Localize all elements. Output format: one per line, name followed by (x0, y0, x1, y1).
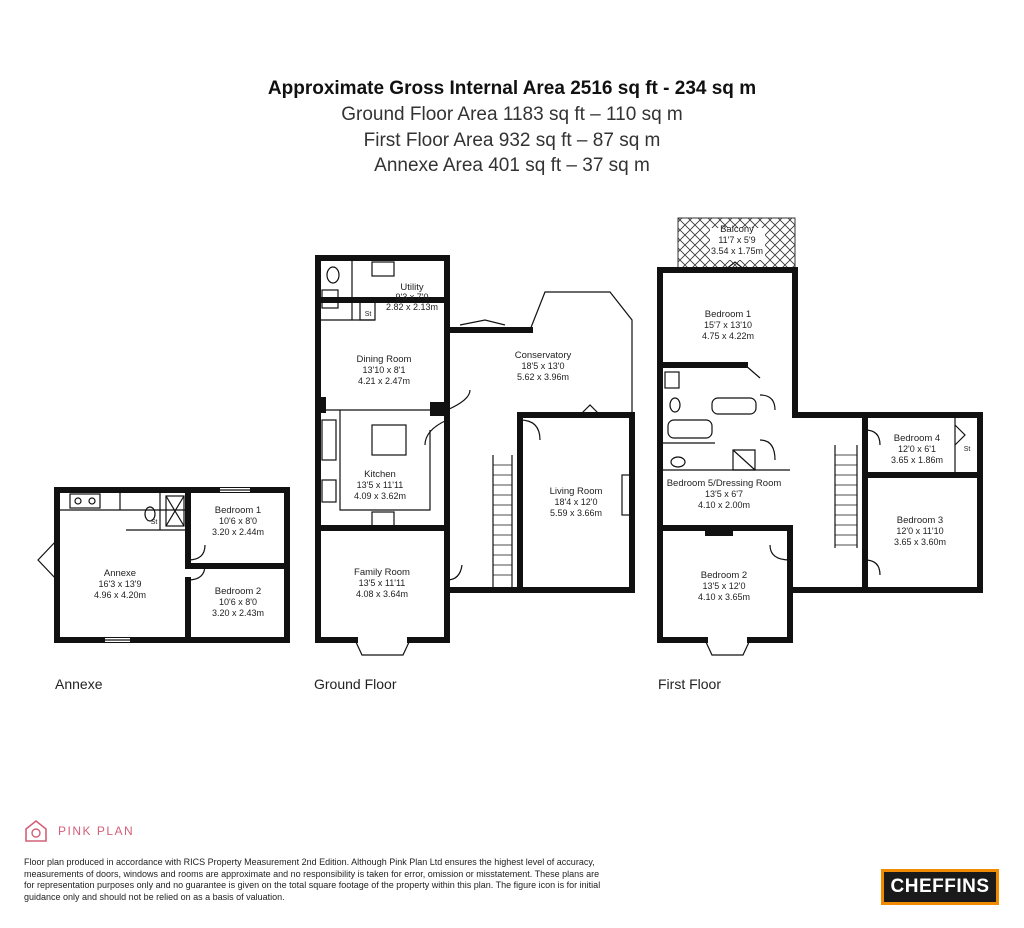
room-name: Dining Room (356, 354, 412, 365)
room-metric: 3.54 x 1.75m (710, 246, 764, 256)
room-metric: 4.21 x 2.47m (357, 376, 411, 386)
room-name: Bedroom 2 (700, 570, 748, 581)
room-bedroom-5 (667, 478, 782, 510)
room-living (550, 486, 603, 518)
room-kitchen (354, 469, 406, 501)
room-metric: 3.20 x 2.44m (211, 527, 265, 537)
annexe-label: Annexe (55, 676, 103, 692)
agent-logo: CHEFFINS (881, 869, 999, 905)
first-floor-label: First Floor (658, 676, 721, 692)
room-name: Balcony (720, 224, 754, 235)
room-imperial: 15'7 x 13'10 (704, 320, 752, 330)
room-name: Bedroom 2 (214, 586, 262, 597)
room-metric: 3.65 x 3.60m (893, 537, 947, 547)
store-label: St (364, 311, 372, 318)
gross-area-title: Approximate Gross Internal Area 2516 sq ft - 234 sq m (267, 78, 757, 99)
room-imperial: 10'6 x 8'0 (219, 516, 257, 526)
room-imperial: 13'5 x 11'11 (356, 480, 404, 490)
room-name: Annexe (103, 568, 137, 579)
room-metric: 2.82 x 2.13m (385, 302, 439, 312)
room-metric: 3.20 x 2.43m (211, 608, 265, 618)
room-metric: 4.08 x 3.64m (355, 589, 409, 599)
room-metric: 4.75 x 4.22m (701, 331, 755, 341)
pink-plan-logo (24, 818, 134, 844)
ground-floor-area: Ground Floor Area 1183 sq ft – 110 sq m (341, 104, 683, 125)
room-metric: 5.59 x 3.66m (549, 508, 603, 518)
room-imperial: 13'10 x 8'1 (362, 365, 406, 375)
room-imperial: 18'5 x 13'0 (521, 361, 565, 371)
room-name: Family Room (354, 567, 410, 578)
store-label: St (963, 446, 971, 453)
room-imperial: 12'0 x 11'10 (896, 526, 944, 536)
room-imperial: 13'5 x 12'0 (702, 581, 746, 591)
room-name: Kitchen (364, 469, 396, 480)
room-family (354, 567, 410, 599)
room-metric: 4.10 x 3.65m (697, 592, 751, 602)
room-imperial: 13'5 x 11'11 (358, 578, 406, 588)
room-name: Bedroom 3 (896, 515, 944, 526)
store-label: St (150, 519, 158, 526)
first-floor-area: First Floor Area 932 sq ft – 87 sq m (363, 130, 661, 151)
room-metric: 4.09 x 3.62m (353, 491, 407, 501)
room-annexe-main (94, 568, 146, 600)
room-annexe-bedroom-2 (212, 586, 264, 618)
house-icon (24, 818, 48, 844)
room-imperial: 10'6 x 8'0 (219, 597, 257, 607)
room-annexe-bedroom-1 (212, 505, 264, 537)
room-name: Bedroom 5/Dressing Room (666, 478, 782, 489)
room-imperial: 9'3 x 7'0 (395, 292, 429, 302)
room-bedroom-2 (698, 570, 750, 602)
room-dining (357, 354, 412, 386)
room-metric: 4.96 x 4.20m (93, 590, 147, 600)
room-name: Living Room (549, 486, 603, 497)
room-name: Bedroom 1 (704, 309, 752, 320)
room-name: Bedroom 4 (893, 433, 941, 444)
room-imperial: 13'5 x 6'7 (705, 489, 743, 499)
room-imperial: 11'7 x 5'9 (718, 235, 756, 245)
room-bedroom-4 (891, 433, 943, 465)
room-metric: 3.65 x 1.86m (890, 455, 944, 465)
room-conservatory (515, 350, 572, 382)
room-imperial: 12'0 x 6'1 (898, 444, 936, 454)
ground-floor-label: Ground Floor (314, 676, 397, 692)
room-name: Bedroom 1 (214, 505, 262, 516)
room-bedroom-1 (702, 309, 754, 341)
disclaimer: Floor plan produced in accordance with RICS Property Measurement 2nd Edition. Although Pink Plan Ltd ensures the highest level of accuracy, measurements of doors, windows and rooms are approximate and no responsibility is taken for error, omission or misstatement. These plans are for representation purposes only and no guarantee is given on the total square footage of the property within this plan. The figure icon is for initial guidance only and should not be relied on as a basis of valuation. (24, 857, 601, 902)
room-imperial: 18'4 x 12'0 (554, 497, 598, 507)
room-bedroom-3 (894, 515, 946, 547)
room-name: Conservatory (514, 350, 572, 361)
room-name: Utility (400, 282, 424, 293)
brand-name: PINK PLAN (58, 824, 135, 838)
room-metric: 5.62 x 3.96m (516, 372, 570, 382)
room-metric: 4.10 x 2.00m (697, 500, 751, 510)
annexe-area: Annexe Area 401 sq ft – 37 sq m (374, 155, 650, 176)
room-imperial: 16'3 x 13'9 (98, 579, 142, 589)
